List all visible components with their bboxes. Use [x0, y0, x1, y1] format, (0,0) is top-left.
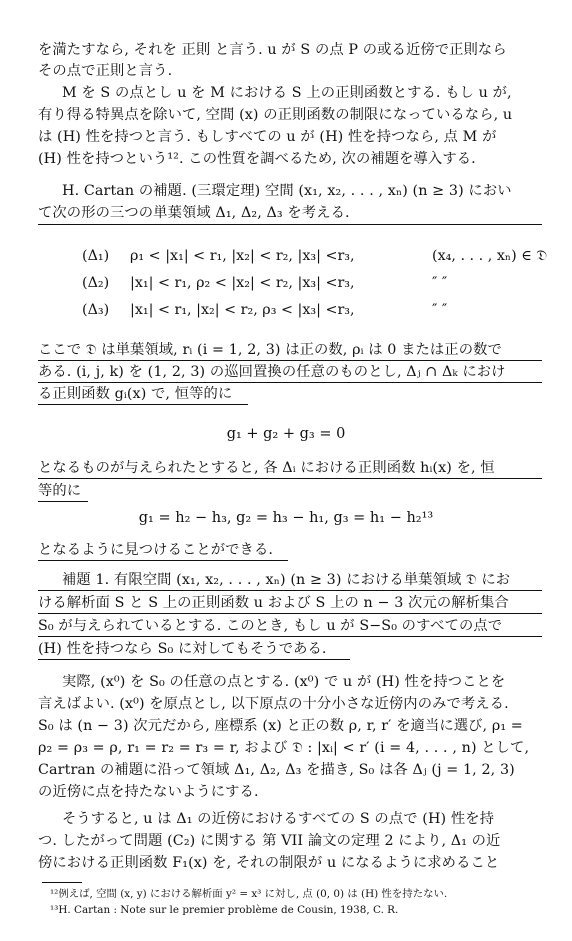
footnote-rule	[42, 882, 82, 883]
case-tail: ″ ″	[432, 275, 448, 291]
underline-rule	[38, 636, 542, 637]
lemma-1-heading: 補題 1. 有限空間 (x₁, x₂, . . . , xₙ) (n ≥ 3) における単葉領域 𝔇 にお	[62, 572, 511, 588]
underline-rule	[38, 404, 248, 405]
case-delta-1	[82, 246, 552, 266]
underline-rule	[38, 590, 542, 591]
underline-rule	[38, 224, 542, 225]
text-line: 傍における正則函数 F₁(x) を, それの制限が u になるように求めること	[38, 855, 500, 871]
text-line: ける解析面 S と S 上の正則函数 u および S 上の n − 3 次元の解析集合	[38, 595, 509, 611]
text-line: 等的に	[38, 483, 82, 499]
case-delta-3	[82, 300, 552, 320]
underline-rule	[38, 659, 350, 660]
text-line: S₀ は (n − 3) 次元だから, 座標系 (x) と正の数 ρ, r, r′ を適当に選び, ρ₁ =	[38, 718, 523, 734]
text-line: となるように見つけることができる.	[38, 542, 273, 558]
case-tail: ″ ″	[432, 302, 448, 318]
text-line: そうすると, u は Δ₁ の近傍におけるすべての S の点で (H) 性を持	[62, 811, 495, 827]
text-line: 実際, (x⁰) を S₀ の任意の点とする. (x⁰) で u が (H) 性を持つことを	[62, 674, 506, 690]
footnote-13: ¹³H. Cartan : Note sur le premier problème de Cousin, 1938, C. R.	[50, 904, 399, 916]
underline-rule	[38, 613, 542, 614]
text-line: M を S の点とし u を M における S 上の正則函数とする. もし u が,	[62, 85, 512, 101]
text-line: つ. したがって問題 (C₂) に関する 第 VII 論文の定理 2 により, Δ₁ の近	[38, 833, 501, 849]
text-line: ある. (i, j, k) を (1, 2, 3) の巡回置換の任意のものとし, Δⱼ ∩ Δₖ におけ	[38, 364, 506, 380]
text-line: ここで 𝔇 は単葉領域, rᵢ (i = 1, 2, 3) は正の数, ρᵢ は 0 または正の数で	[38, 342, 502, 358]
lemma-cartan-heading: H. Cartan の補題. (三環定理) 空間 (x₁, x₂, . . . , xₙ) (n ≥ 3) におい	[62, 183, 512, 199]
equation-differences: g₁ = h₂ − h₃, g₂ = h₃ − h₁, g₃ = h₁ − h₂¹³	[138, 510, 434, 526]
text-line: (H) 性を持つなら S₀ に対してもそうである.	[38, 641, 327, 657]
case-delta-2	[82, 273, 552, 293]
text-line: 言えばよい. (x⁰) を原点とし, 以下原点の十分小さな近傍内のみで考える.	[38, 696, 509, 712]
text-line: となるものが与えられたとすると, 各 Δᵢ における正則函数 hᵢ(x) を, 恒	[38, 460, 495, 476]
text-line: ρ₂ = ρ₃ = ρ, r₁ = r₂ = r₃ = r, および 𝔇 : |xᵢ| < r′ (i = 4, . . . , n) として,	[38, 740, 530, 756]
text-line: 有り得る特異点を除いて, 空間 (x) の正則函数の制限になっているなら, u	[38, 107, 513, 123]
case-tag: (Δ₁)	[82, 248, 110, 264]
case-tag: (Δ₃)	[82, 302, 110, 318]
underline-rule	[38, 382, 542, 383]
case-body: ρ₁ < |x₁| < r₁, |x₂| < r₂, |x₃| <r₃,	[130, 248, 355, 264]
text-line: その点で正則と言う.	[38, 63, 173, 79]
underline-rule	[38, 560, 288, 561]
case-tail: (x₄, . . . , xₙ) ∈ 𝔇	[432, 248, 547, 264]
text-line: は (H) 性を持つと言う. もしすべての u が (H) 性を持つなら, 点 M が	[38, 129, 497, 145]
text-line: (H) 性を持つという¹². この性質を調べるため, 次の補題を導入する.	[38, 151, 476, 167]
underline-rule	[38, 478, 542, 479]
text-line: て次の形の三つの単葉領域 Δ₁, Δ₂, Δ₃ を考える.	[38, 205, 350, 221]
underline-rule	[38, 360, 542, 361]
text-line: を満たすなら, それを 正則 と言う. u が S の点 P の或る近傍で正則なら	[38, 42, 507, 58]
equation-sum: g₁ + g₂ + g₃ = 0	[226, 426, 346, 442]
case-body: |x₁| < r₁, |x₂| < r₂, ρ₃ < |x₃| <r₃,	[130, 302, 355, 318]
text-line: る正則函数 gᵢ(x) で, 恒等的に	[38, 386, 233, 402]
text-line: の近傍に点を持たないようにする.	[38, 784, 259, 800]
underline-rule	[38, 501, 88, 502]
text-line: S₀ が与えられているとする. このとき, もし u が S−S₀ のすべての点で	[38, 618, 503, 634]
text-line: Cartran の補題に沿って領域 Δ₁, Δ₂, Δ₃ を描き, S₀ は各 Δⱼ (j = 1, 2, 3)	[38, 762, 515, 778]
footnote-12: ¹²例えば, 空間 (x, y) における解析面 y² = x³ に対し, 点 (0, 0) は (H) 性を持たない.	[50, 888, 448, 900]
case-body: |x₁| < r₁, ρ₂ < |x₂| < r₂, |x₃| <r₃,	[130, 275, 355, 291]
case-tag: (Δ₂)	[82, 275, 110, 291]
